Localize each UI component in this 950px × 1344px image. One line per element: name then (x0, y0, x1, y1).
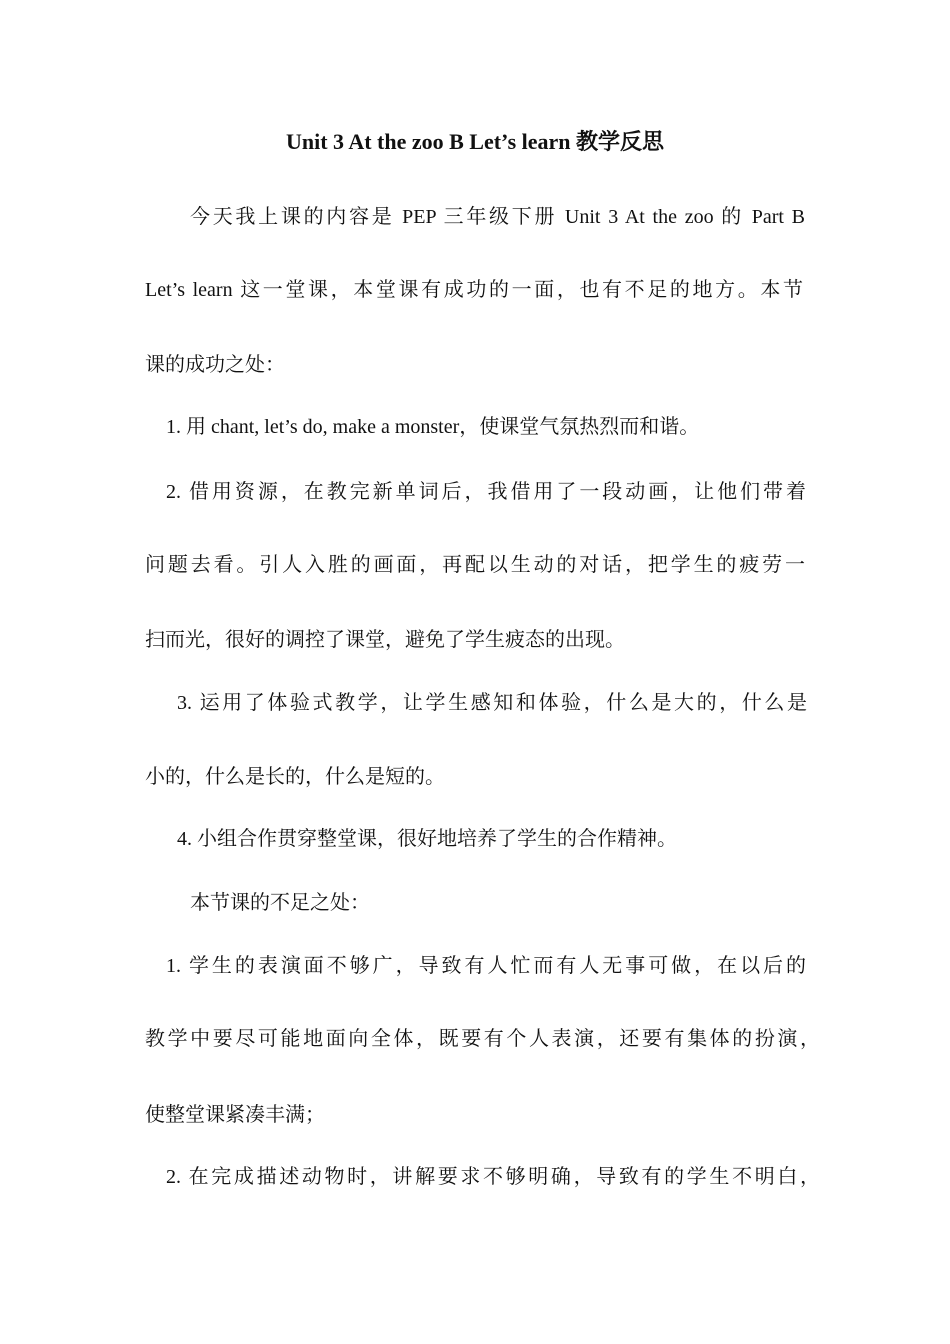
paragraph-line: 扫而光，很好的调控了课堂，避免了学生疲态的出现。 (145, 629, 625, 651)
paragraph-line: 使整堂课紧凑丰满； (145, 1104, 325, 1126)
list-item-line: 4. 小组合作贯穿整堂课，很好地培养了学生的合作精神。 (177, 828, 677, 850)
paragraph-line: 今天我上课的内容是 PEP 三年级下册 Unit 3 At the zoo 的 Part B (190, 206, 805, 228)
section-heading: 本节课的不足之处： (190, 892, 370, 914)
document-title: Unit 3 At the zoo B Let’s learn 教学反思 (285, 129, 665, 154)
list-item-line: 1. 学生的表演面不够广，导致有人忙而有人无事可做，在以后的 (166, 955, 806, 977)
paragraph-line: 小的，什么是长的，什么是短的。 (145, 766, 445, 788)
list-item-line: 2. 借用资源，在教完新单词后，我借用了一段动画，让他们带着 (166, 481, 806, 503)
list-item-line: 1. 用 chant, let’s do, make a monster，使课堂气氛热烈而和谐。 (166, 416, 700, 438)
paragraph-line: 课的成功之处： (145, 354, 285, 376)
paragraph-line: 教学中要尽可能地面向全体，既要有个人表演，还要有集体的扮演， (145, 1028, 820, 1050)
list-item-line: 2. 在完成描述动物时，讲解要求不够明确，导致有的学生不明白， (166, 1166, 820, 1188)
paragraph-line: 问题去看。引人入胜的画面，再配以生动的对话，把学生的疲劳一 (145, 554, 805, 576)
paragraph-line: Let’s learn 这一堂课，本堂课有成功的一面，也有不足的地方。本节 (145, 279, 803, 301)
list-item-line: 3. 运用了体验式教学，让学生感知和体验，什么是大的，什么是 (177, 692, 807, 714)
